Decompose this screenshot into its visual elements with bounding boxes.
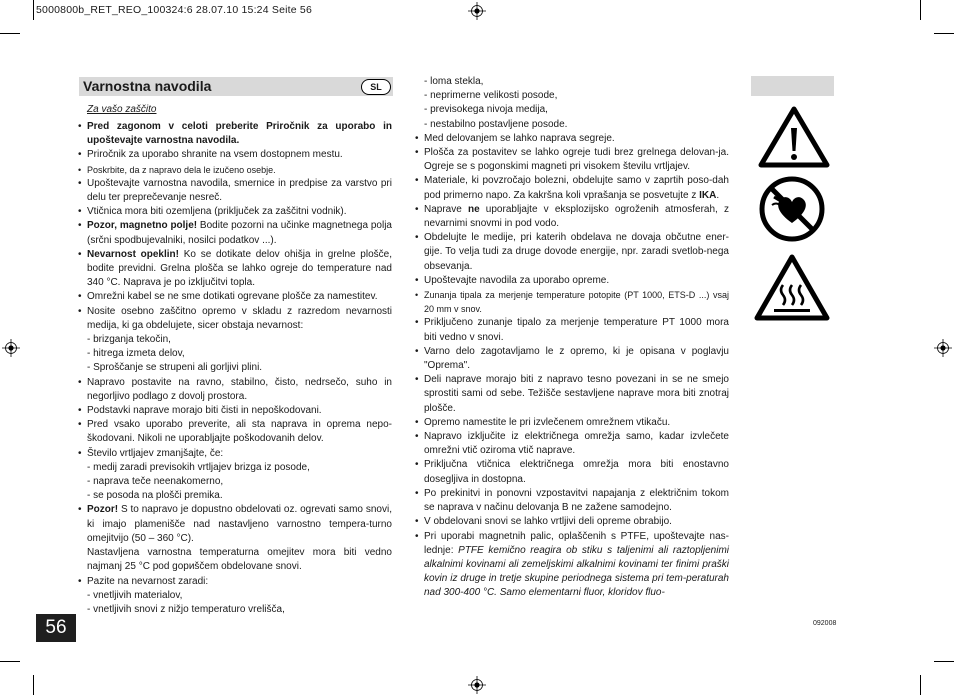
crop-mark <box>934 661 954 662</box>
bullet-item <box>415 132 729 146</box>
text-run: Po prekinitvi in ponovni vzpostavitvi napajanja z električnim tokom se naprava v načinu delovanja B ne zažene samodejno. <box>424 487 729 514</box>
bullet-item <box>78 163 392 177</box>
text-run: Napravo izključite iz električnega omrežja samo, kadar izvlečete omrežni vtič oziroma vtič naprave. <box>424 431 729 457</box>
safety-text-column-right <box>415 75 729 601</box>
text-run: Nevarnost opeklin! <box>87 248 179 260</box>
crop-mark <box>0 661 20 662</box>
crop-mark <box>934 33 954 34</box>
sub-list-item <box>78 361 392 375</box>
sub-list-item <box>415 75 729 89</box>
bullet-item <box>415 174 729 202</box>
crop-mark <box>33 675 34 695</box>
bullet-item <box>78 447 392 461</box>
registration-mark-icon <box>468 676 486 694</box>
bullet-item <box>78 418 392 446</box>
bullet-item <box>78 305 392 333</box>
bullet-item <box>78 248 392 291</box>
text-run: - se posoda na plošči premika. <box>87 490 223 502</box>
bullet-item <box>415 316 729 344</box>
text-run: Omrežni kabel se ne sme dotikati ogrevane plošče za namestitev. <box>87 291 378 303</box>
bullet-item <box>78 205 392 219</box>
text-run: Deli naprave morajo biti z napravo tesno povezani in se ne smejo sprostiti sami od sebe. Težišče sestavljene naprave mora biti znotraj plošče. <box>424 374 729 414</box>
bullet-item <box>415 345 729 373</box>
text-run: V obdelovani snovi se lahko vrtljivi deli opreme obrabijo. <box>424 516 672 528</box>
sub-list-item <box>78 461 392 475</box>
text-run: PTFE kemično reagira ob stiku s taljenimi ali raztopljenimi alkalnimi kovinami ali zemeljskimi alkalnimi kovinami ter finimi praški kovin iz druge in tretje skupine periodnega sistema pri tem-peraturah nad 300-400 °C. Samo elementarni fluor, kloridov fluo- <box>424 544 730 599</box>
text-run: Napravo postavite na ravno, stabilno, čisto, nedrsečo, suho in negorljivo podlago z dovolj prostora. <box>87 376 392 402</box>
text-run: - vnetljivih materialov, <box>87 589 183 601</box>
sub-list-item <box>415 89 729 103</box>
safety-text-column-left <box>78 120 392 617</box>
bullet-item <box>415 146 729 174</box>
text-run: Pazite na nevarnost zaradi: <box>87 575 209 587</box>
sub-list-item <box>78 603 392 617</box>
text-run: . <box>716 189 720 201</box>
sub-list-item <box>78 589 392 603</box>
text-run: Materiale, ki povzročajo bolezni, obdelujte samo v zaprtih poso-dah pod primerno napo. Za kakršna koli vprašanja se posvetujte z <box>424 175 729 201</box>
page-number: 56 <box>36 614 76 642</box>
text-run: - Sproščanje se strupeni ali gorljivi plini. <box>87 362 263 374</box>
subheading: Za vašo zaščito <box>87 104 157 115</box>
sub-list-item <box>415 118 729 132</box>
bullet-item <box>415 458 729 486</box>
text-run: Zunanja tipala za merjenje temperature potopite (PT 1000, ETS-D ...) vsaj 20 mm v snov. <box>424 290 729 315</box>
text-run: Pri uporabi magnetnih palic, oplaščenih s PTFE, upoštevajte nas-lednje: <box>424 530 729 556</box>
warning-triangle-icon <box>758 106 830 168</box>
text-run: - medij zaradi previsokih vrtljajev brizga iz posode, <box>87 461 310 473</box>
bullet-item <box>415 515 729 529</box>
text-run: - nestabilno postavljene posode. <box>424 118 568 130</box>
bullet-item <box>415 288 729 316</box>
section-title: Varnostna navodila <box>83 78 212 94</box>
crop-mark <box>33 0 34 20</box>
text-run: Število vrtljajev zmanjšajte, če: <box>87 447 224 459</box>
bullet-item <box>78 177 392 205</box>
language-badge: SL <box>361 79 391 95</box>
bullet-item <box>78 120 392 148</box>
text-run: Napravе <box>424 203 468 215</box>
text-run: Priročnik za uporabo shranite na vsem dostopnem mestu. <box>87 149 343 161</box>
text-run: - hitrega izmeta delov, <box>87 348 185 360</box>
text-run: - neprimerne velikosti posode, <box>424 90 558 102</box>
sub-list-item <box>415 103 729 117</box>
bullet-item <box>78 148 392 162</box>
paragraph <box>78 546 392 574</box>
text-run: Obdelujte le medije, pri katerih obdelava ne dovaja občutne ener-gije. To velja tudi za druge dovode energije, npr. zaradi svetlob-nega obsevanja. <box>424 232 729 272</box>
text-run: - previsokega nivoja medija, <box>424 104 548 116</box>
text-run: S to napravo je dopustno obdelovati oz. ogrevati samo snovi, ki imajo plamenišče nad nastavljeno varnostno tempera-turno omejitvijo (50 – 360 °C). <box>87 504 392 544</box>
bullet-item <box>78 575 392 589</box>
text-run: Nastavljena varnostna temperaturna omejitev mora biti vedno najmanj 25 °C pod gориščem obdelovane snovi. <box>87 547 392 573</box>
text-run: Varno delo zagotavljamo le z opremo, ki je opisana v poglavju "Oprema". <box>424 345 729 372</box>
text-run: Poskrbite, da z napravo dela le izučeno osebje. <box>87 164 276 175</box>
text-run: - loma stekla, <box>424 76 484 87</box>
bullet-item <box>78 290 392 304</box>
bullet-item <box>78 503 392 546</box>
sub-list-item <box>78 347 392 361</box>
text-run: Upoštevajte navodila za uporabo opreme. <box>424 274 610 286</box>
bullet-item <box>78 376 392 404</box>
bullet-item <box>415 274 729 288</box>
text-run: uporabljajte v eksplozijsko ogroženih atmosferah, z nevarnimi snovmi in pod vodo. <box>424 203 729 230</box>
text-run: IKA <box>699 189 717 201</box>
sub-list-item <box>78 333 392 347</box>
bullet-item <box>415 203 729 231</box>
document-code: 092008 <box>813 620 837 627</box>
bullet-item <box>415 416 729 430</box>
registration-mark-icon <box>2 339 20 357</box>
crop-mark <box>920 0 921 20</box>
text-run: Pred vsako uporabo preverite, ali sta naprava in oprema nepo-škodovani. Nikoli ne uporabljajte poškodovanih delov. <box>87 419 392 445</box>
text-run: Nosite osebno zaščitno opremo v skladu z razredom nevarnosti medija, ki ga obdelujete, sicer obstaja nevarnost: <box>87 305 392 331</box>
bullet-item <box>415 373 729 416</box>
print-header: 5000800b_RET_REO_100324:6 28.07.10 15:24 Seite 56 <box>36 4 313 16</box>
text-run: Pozor! <box>87 504 119 516</box>
text-run: Pozor, magnetno polje! <box>87 220 198 232</box>
hot-surface-icon <box>754 254 830 322</box>
text-run: Ko se dotikate delov ohišja in grelne plošče, bodite previdni. Grelna plošča se lahko ogreje do temperature nad 340 °C. Naprava je po izključitvi topla. <box>87 248 392 289</box>
registration-mark-icon <box>934 339 952 357</box>
bullet-item <box>415 530 729 601</box>
bullet-item <box>415 231 729 274</box>
text-run: Podstavki naprave morajo biti čisti in nepoškodovani. <box>87 405 322 417</box>
registration-mark-icon <box>468 2 486 20</box>
text-run: - brizganja tekočin, <box>87 334 171 346</box>
text-run: - vnetljivih snovi z nižjo temperaturo vrelišča, <box>87 603 285 615</box>
bullet-item <box>78 404 392 418</box>
text-run: Priključeno zunanje tipalo za merjenje temperature PT 1000 mora biti vedno v snovi. <box>424 317 729 343</box>
text-run: Pred zagonom v celoti preberite Priročnik za uporabo in upoštevajte varnostna navodila. <box>87 121 392 147</box>
no-pacemaker-icon <box>758 175 826 243</box>
text-run: ne <box>467 203 480 215</box>
text-run: Opremo namestite le pri izvlečenem omrežnem vtikaču. <box>424 416 671 428</box>
bullet-item <box>415 430 729 458</box>
sub-list-item <box>78 489 392 503</box>
bullet-item <box>78 219 392 247</box>
text-run: - naprava teče neenakomerno, <box>87 476 224 488</box>
language-tab-bar <box>751 76 834 96</box>
text-run: Upoštevajte varnostna navodila, smernice in predpise za varstvo pri delu ter preprečevanje nesreč. <box>87 177 392 204</box>
text-run: Plošča za postavitev se lahko ogreje tudi brez grelnega delovan-ja. Ogreje se s pogonskimi magneti pri visokem številu vrtljajev. <box>424 147 729 173</box>
text-run: Priključna vtičnica električnega omrežja mora biti enostavno dosegljiva in dostopna. <box>424 459 729 485</box>
crop-mark <box>920 675 921 695</box>
sub-list-item <box>78 475 392 489</box>
bullet-item <box>415 487 729 515</box>
text-run: Bodite pozorni na učinke magnetnega polja (srčni spodbujevalniki, nosilci podatkov ...). <box>87 220 392 246</box>
text-run: Vtičnica mora biti ozemljena (priključek za zaščitni vodnik). <box>87 206 347 218</box>
text-run: Med delovanjem se lahko naprava segreje. <box>424 132 615 144</box>
crop-mark <box>0 33 20 34</box>
